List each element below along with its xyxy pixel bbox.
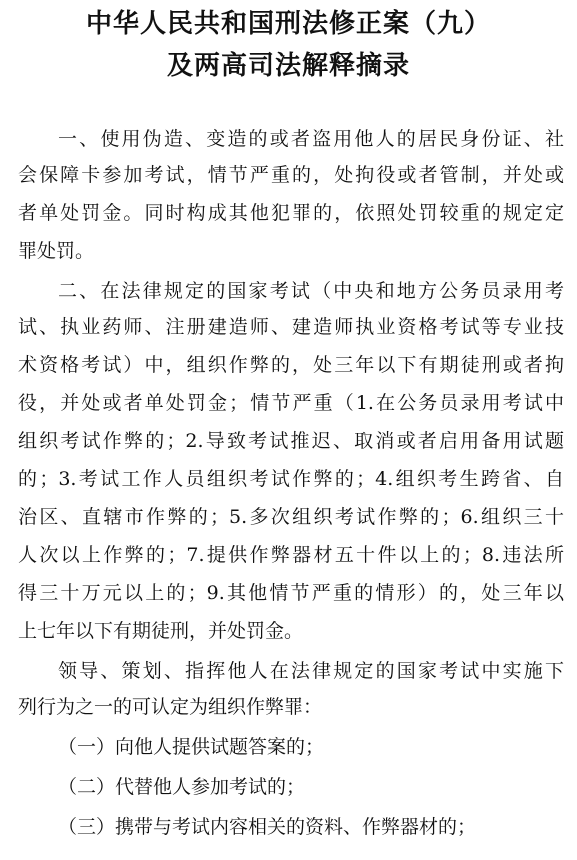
paragraph-line: 的；3.考试工作人员组织考试作弊的；4.组织考生跨省、自 — [18, 468, 564, 490]
paragraph-line: 罪处罚。 — [18, 240, 95, 262]
list-item: （二）代替他人参加考试的； — [58, 776, 306, 798]
document-title-line-2: 及两高司法解释摘录 — [166, 51, 410, 81]
paragraph-line: 组织考试作弊的；2.导致考试推迟、取消或者启用备用试题 — [18, 430, 564, 452]
paragraph-line: 术资格考试）中，组织作弊的，处三年以下有期徒刑或者拘 — [18, 354, 564, 376]
paragraph-line: 人次以上作弊的；7.提供作弊器材五十件以上的；8.违法所 — [18, 544, 564, 566]
list-item: （三）携带与考试内容相关的资料、作弊器材的； — [58, 816, 477, 838]
paragraph-line: 者单处罚金。同时构成其他犯罪的，依照处罚较重的规定定 — [18, 202, 564, 224]
paragraph-line: 列行为之一的可认定为组织作弊罪： — [18, 696, 323, 718]
document-title-line-1: 中华人民共和国刑法修正案（九） — [85, 9, 491, 39]
paragraph-line: 一、使用伪造、变造的或者盗用他人的居民身份证、社 — [58, 128, 564, 150]
paragraph-line: 领导、策划、指挥他人在法律规定的国家考试中实施下 — [58, 660, 564, 682]
paragraph-line: 二、在法律规定的国家考试（中央和地方公务员录用考 — [58, 280, 564, 302]
paragraph-line: 试、执业药师、注册建造师、建造师执业资格考试等专业技 — [18, 316, 564, 338]
list-item: （一）向他人提供试题答案的； — [58, 736, 325, 758]
paragraph-line: 治区、直辖市作弊的；5.多次组织考试作弊的；6.组织三十 — [18, 506, 564, 528]
paragraph-line: 得三十万元以上的；9.其他情节严重的情形）的，处三年以 — [18, 582, 564, 604]
paragraph-line: 会保障卡参加考试，情节严重的，处拘役或者管制，并处或 — [18, 164, 564, 186]
paragraph-line: 上七年以下有期徒刑，并处罚金。 — [18, 620, 304, 642]
paragraph-line: 役，并处或者单处罚金；情节严重（1.在公务员录用考试中 — [18, 392, 564, 414]
